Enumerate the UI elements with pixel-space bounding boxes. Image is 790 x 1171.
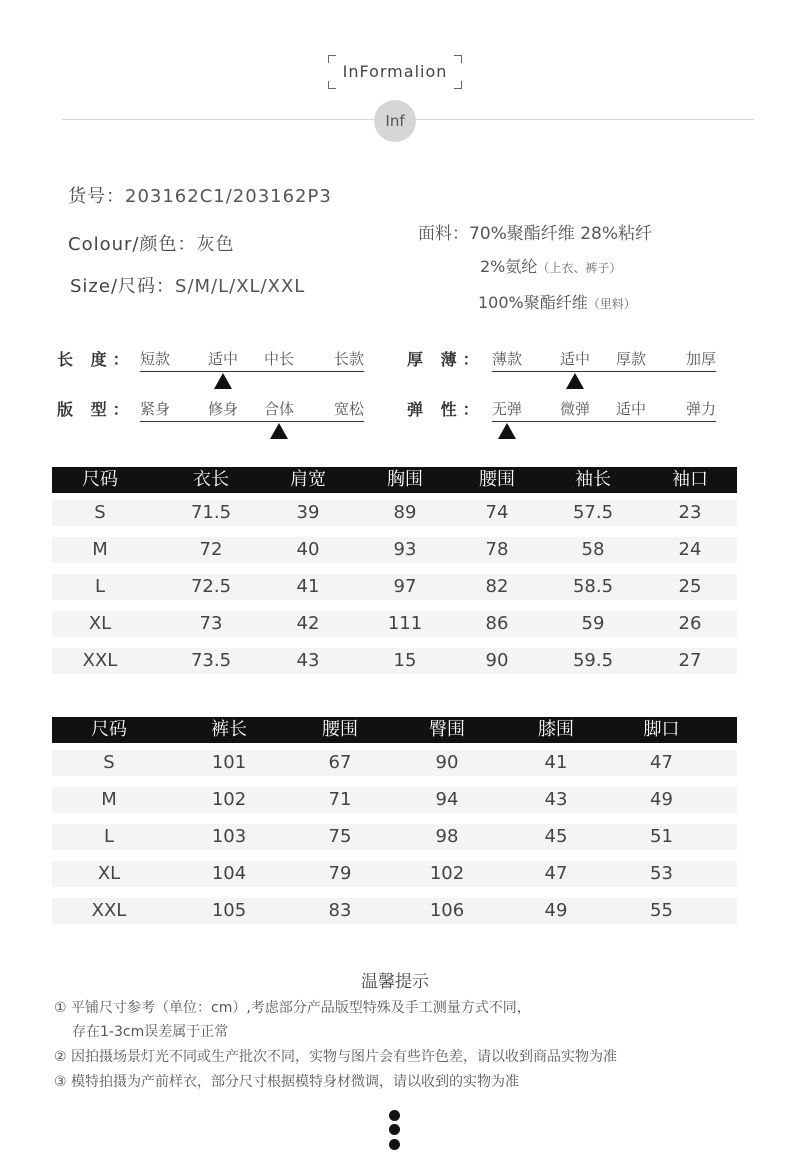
table-cell: 49: [544, 900, 568, 921]
table-cell: 72.5: [190, 576, 232, 597]
table-cell: 106: [429, 900, 465, 921]
table-cell: 90: [485, 650, 509, 671]
table-cell: M: [92, 539, 108, 560]
table-cell: 26: [678, 613, 702, 634]
corner-bracket-icon: [328, 81, 336, 89]
column-header: 裤长: [211, 719, 247, 740]
table-cell: L: [103, 826, 115, 847]
dot-icon: [389, 1124, 400, 1135]
column-header: 衣长: [193, 469, 229, 490]
selected-marker-icon: [214, 373, 232, 389]
table-cell: 97: [393, 576, 417, 597]
fit-scale: [140, 398, 364, 422]
fabric-row-2: [480, 254, 621, 277]
scale-underline: [140, 421, 364, 422]
length-scale-title: 长 度：: [57, 350, 135, 369]
top-size-table: [52, 467, 737, 674]
colour-label: Colour/颜色：: [68, 234, 197, 255]
column-header: 袖长: [575, 469, 611, 490]
fabric-label: 面料：: [418, 224, 469, 244]
table-cell: 43: [544, 789, 568, 810]
table-row: [52, 500, 737, 526]
table-cell: 67: [328, 752, 352, 773]
fabric-line-3: 100%聚酯纤维: [478, 293, 588, 312]
table-cell: 40: [296, 539, 320, 560]
column-header: 胸围: [387, 469, 423, 490]
elasticity-scale: [492, 398, 716, 422]
table-cell: S: [103, 752, 115, 773]
column-header: 袖口: [672, 469, 708, 490]
corner-bracket-icon: [454, 55, 462, 63]
table-cell: 94: [435, 789, 459, 810]
selected-marker-icon: [498, 423, 516, 439]
scale-option: 短款: [140, 350, 171, 368]
table-cell: 104: [211, 863, 247, 884]
scale-option: 无弹: [492, 400, 523, 418]
table-cell: 105: [211, 900, 247, 921]
table-row: [52, 861, 737, 887]
table-cell: 83: [328, 900, 352, 921]
table-cell: 43: [296, 650, 320, 671]
table-cell: 47: [650, 752, 673, 773]
table-cell: 41: [296, 576, 320, 597]
scale-option: 适中: [560, 350, 591, 368]
table-cell: 98: [435, 826, 459, 847]
table-cell: 73: [199, 613, 223, 634]
fabric-line-1: 70%聚酯纤维 28%粘纤: [469, 224, 652, 244]
table-cell: 59.5: [572, 650, 614, 671]
fit-scale-title: 版 型：: [57, 400, 135, 419]
fabric-line-2: 2%氨纶: [480, 257, 538, 276]
column-header: 脚口: [643, 719, 680, 740]
size-row: [70, 272, 305, 298]
table-cell: 15: [393, 650, 417, 671]
brand-title-box: [328, 55, 462, 89]
table-row: [52, 824, 737, 850]
scale-option: 厚款: [616, 350, 647, 368]
tip-item: ① 平铺尺寸参考（单位：cm）,考虑部分产品版型特殊及手工测量方式不同，: [54, 1000, 531, 1016]
table-row: [52, 648, 737, 674]
table-cell: 53: [650, 863, 673, 884]
item-number-value: 203162C1/203162P3: [125, 186, 332, 207]
scale-option: 紧身: [140, 400, 171, 418]
table-cell: 75: [328, 826, 352, 847]
table-cell: 93: [393, 539, 417, 560]
scale-option: 长款: [333, 350, 364, 368]
scale-option: 中长: [264, 350, 295, 368]
table-cell: S: [94, 502, 106, 523]
table-row: [52, 574, 737, 600]
corner-bracket-icon: [454, 81, 462, 89]
scale-option: 适中: [208, 350, 239, 368]
table-cell: 23: [678, 502, 702, 523]
fabric-row-1: [418, 219, 652, 244]
table-cell: 45: [544, 826, 568, 847]
table-header: [52, 717, 737, 743]
table-cell: 103: [211, 826, 247, 847]
column-header: 腰围: [322, 719, 358, 740]
table-body: [52, 750, 737, 924]
colour-row: [68, 230, 234, 256]
tip-item: ② 因拍摄场景灯光不同或生产批次不同，实物与图片会有些许色差，请以收到商品实物为准: [54, 1049, 617, 1065]
selected-marker-icon: [270, 423, 288, 439]
table-cell: 39: [296, 502, 320, 523]
scale-option: 修身: [208, 400, 239, 418]
brand-badge: Inf: [374, 100, 416, 142]
table-cell: 49: [650, 789, 673, 810]
item-number-row: [68, 182, 332, 208]
dot-icon: [389, 1139, 400, 1150]
table-cell: 89: [393, 502, 417, 523]
table-cell: 71: [328, 789, 352, 810]
column-header: 膝围: [538, 719, 574, 740]
table-cell: 42: [296, 613, 320, 634]
column-header: 肩宽: [290, 469, 326, 490]
tip-item: ③ 模特拍摄为产前样衣，部分尺寸根据模特身材微调，请以收到的实物为准: [54, 1074, 519, 1090]
table-cell: 27: [678, 650, 702, 671]
table-cell: 71.5: [190, 502, 232, 523]
table-cell: 73.5: [190, 650, 232, 671]
column-header: 尺码: [91, 719, 127, 740]
table-cell: 102: [211, 789, 247, 810]
item-number-label: 货号：: [68, 186, 125, 207]
tips-title: 温馨提示: [361, 972, 429, 992]
scale-option: 宽松: [333, 400, 364, 418]
table-cell: 90: [435, 752, 459, 773]
table-cell: 47: [544, 863, 568, 884]
table-cell: XL: [88, 613, 112, 634]
scale-option: 微弹: [560, 400, 591, 418]
table-cell: 86: [485, 613, 509, 634]
tip-item: 存在1-3cm误差属于正常: [72, 1024, 229, 1040]
colour-value: 灰色: [196, 234, 235, 255]
elasticity-scale-title: 弹 性：: [407, 400, 485, 419]
table-cell: XXL: [91, 900, 127, 921]
fabric-row-3: [478, 290, 636, 313]
table-cell: 111: [387, 613, 423, 634]
table-cell: 101: [211, 752, 247, 773]
table-cell: 78: [485, 539, 509, 560]
thickness-scale-title: 厚 薄：: [407, 350, 485, 369]
scale-underline: [140, 371, 364, 372]
table-cell: 57.5: [572, 502, 614, 523]
table-cell: L: [94, 576, 106, 597]
column-header: 臀围: [429, 719, 465, 740]
table-row: [52, 750, 737, 776]
table-cell: 41: [544, 752, 568, 773]
corner-bracket-icon: [328, 55, 336, 63]
column-header: 尺码: [82, 469, 118, 490]
table-cell: 72: [199, 539, 223, 560]
table-row: [52, 787, 737, 813]
brand-title: InFormalion: [342, 62, 448, 81]
table-cell: 55: [650, 900, 673, 921]
table-cell: 74: [485, 502, 509, 523]
table-cell: 51: [650, 826, 673, 847]
table-row: [52, 611, 737, 637]
thickness-scale: [492, 348, 716, 372]
scale-option: 合体: [264, 400, 295, 418]
table-cell: 82: [485, 576, 509, 597]
table-cell: XL: [97, 863, 121, 884]
table-cell: 58.5: [572, 576, 614, 597]
table-row: [52, 898, 737, 924]
table-cell: 102: [429, 863, 465, 884]
table-cell: 79: [328, 863, 352, 884]
column-header: 腰围: [479, 469, 515, 490]
dot-icon: [389, 1110, 400, 1121]
scale-option: 加厚: [685, 350, 716, 368]
table-row: [52, 537, 737, 563]
scale-option: 薄款: [492, 350, 523, 368]
fabric-line-3-note: （里料）: [587, 297, 636, 311]
scale-underline: [492, 421, 716, 422]
length-scale: [140, 348, 364, 372]
scale-option: 弹力: [685, 400, 716, 418]
table-cell: 59: [581, 613, 605, 634]
table-cell: 58: [581, 539, 605, 560]
scale-underline: [492, 371, 716, 372]
table-header: [52, 467, 737, 493]
pants-size-table: [52, 717, 737, 924]
scale-option: 适中: [616, 400, 647, 418]
fabric-line-2-note: （上衣、裤子）: [537, 261, 622, 275]
table-cell: 24: [678, 539, 702, 560]
table-cell: M: [101, 789, 117, 810]
table-cell: 25: [678, 576, 702, 597]
selected-marker-icon: [566, 373, 584, 389]
table-body: [52, 500, 737, 674]
size-label: Size/尺码：: [70, 276, 176, 297]
size-value: S/M/L/XL/XXL: [175, 276, 306, 297]
table-cell: XXL: [82, 650, 118, 671]
